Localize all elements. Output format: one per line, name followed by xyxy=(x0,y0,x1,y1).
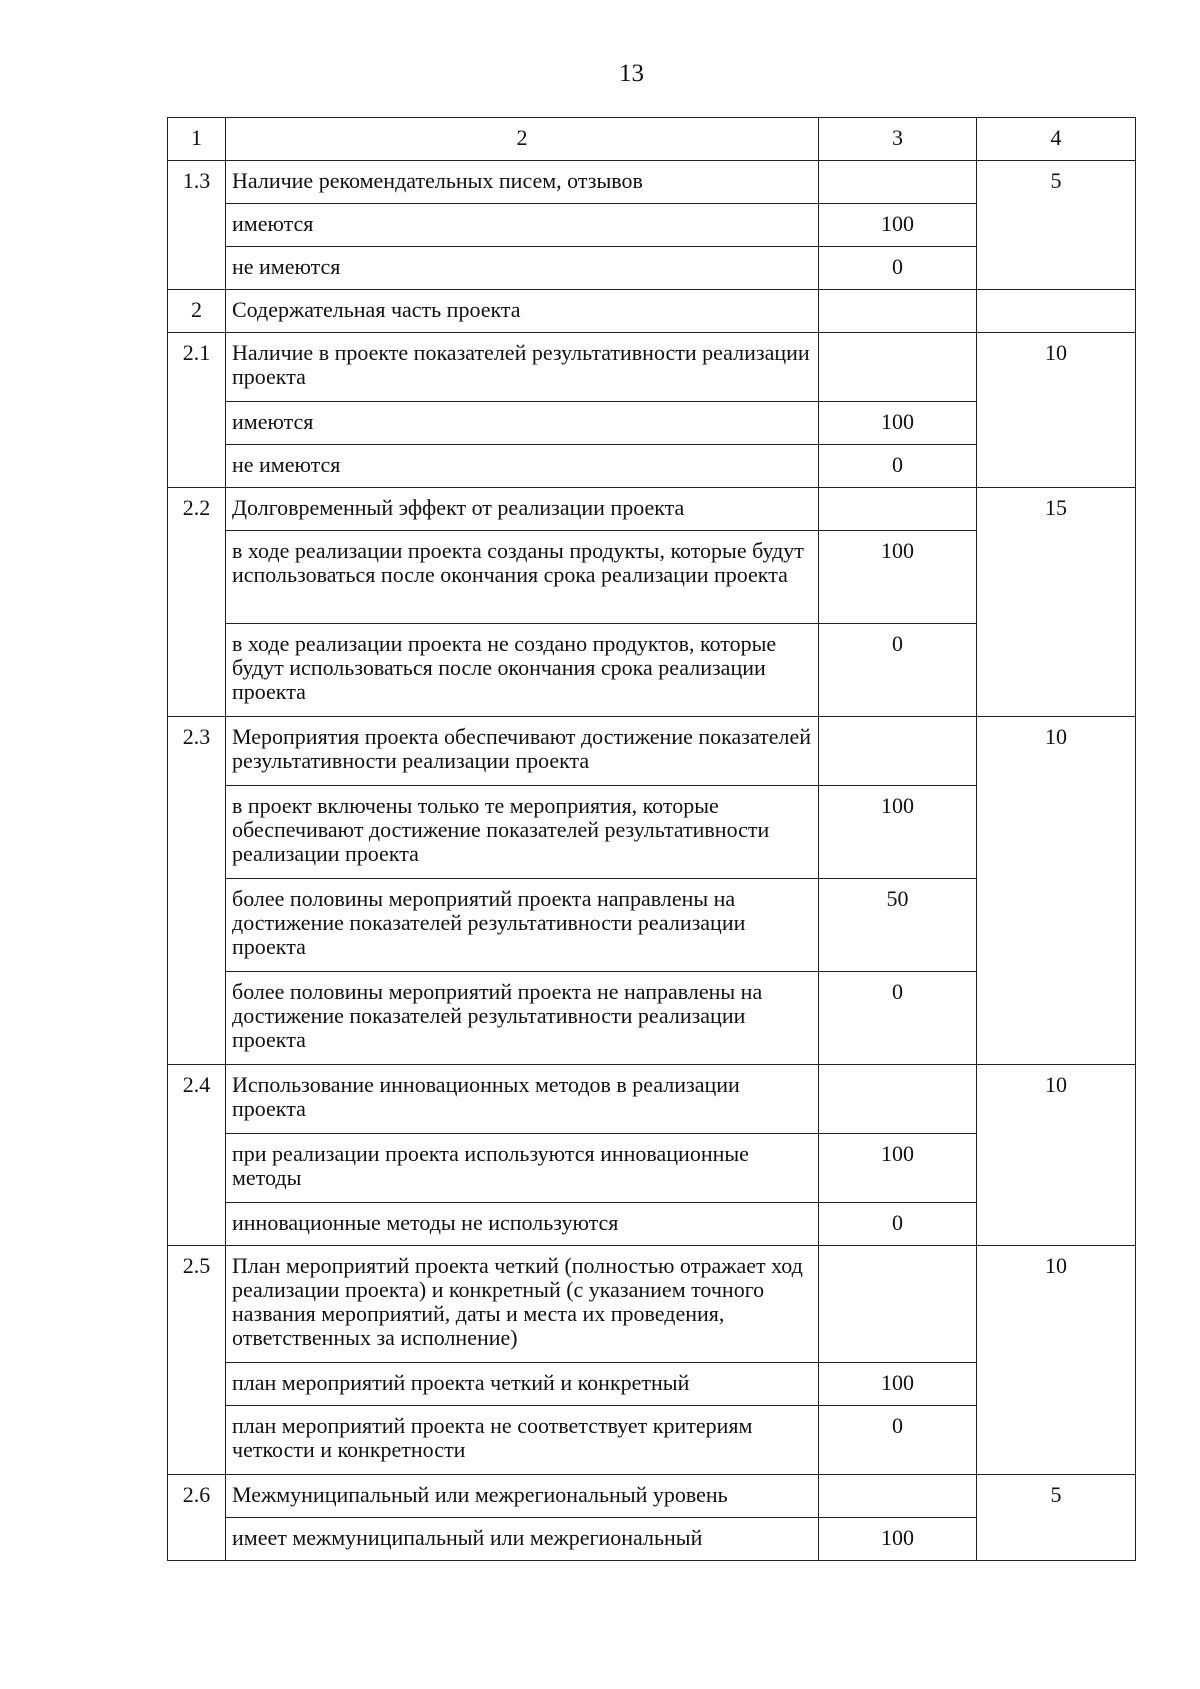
option-score: 0 xyxy=(819,1406,977,1475)
option-score: 0 xyxy=(819,247,977,290)
criterion-title: Мероприятия проекта обеспечивают достижение показателей результативности реализации проекта xyxy=(226,717,819,786)
criterion-title: Использование инновационных методов в реализации проекта xyxy=(226,1065,819,1134)
criterion-score-empty xyxy=(819,161,977,204)
option-text: имеются xyxy=(226,402,819,445)
header-cell: 3 xyxy=(819,118,977,161)
option-text: более половины мероприятий проекта направлены на достижение показателей результативности реализации проекта xyxy=(226,879,819,972)
criterion-number: 2.5 xyxy=(168,1246,226,1475)
criterion-title: Наличие в проекте показателей результативности реализации проекта xyxy=(226,333,819,402)
option-score: 100 xyxy=(819,1518,977,1561)
option-score: 50 xyxy=(819,879,977,972)
option-text: имеются xyxy=(226,204,819,247)
table-row xyxy=(168,717,1136,786)
option-score: 0 xyxy=(819,445,977,488)
criterion-weight: 10 xyxy=(977,1246,1136,1475)
criterion-score-empty xyxy=(819,1475,977,1518)
criterion-weight: 5 xyxy=(977,1475,1136,1561)
criterion-number: 2.3 xyxy=(168,717,226,1065)
option-score: 100 xyxy=(819,531,977,624)
option-text: не имеются xyxy=(226,445,819,488)
option-text: имеет межмуниципальный или межрегиональный xyxy=(226,1518,819,1561)
option-text: при реализации проекта используются инновационные методы xyxy=(226,1134,819,1203)
criterion-score-empty xyxy=(819,717,977,786)
page-number: 13 xyxy=(619,60,644,87)
table-header-row xyxy=(168,118,1136,161)
criterion-weight xyxy=(977,290,1136,333)
criterion-number: 2.1 xyxy=(168,333,226,488)
table-row xyxy=(168,290,1136,333)
option-text: инновационные методы не используются xyxy=(226,1203,819,1246)
criterion-weight: 10 xyxy=(977,333,1136,488)
header-cell: 1 xyxy=(168,118,226,161)
criterion-title: План мероприятий проекта четкий (полностью отражает ход реализации проекта) и конкретный (с указанием точного названия мероприятий, даты и места их проведения, ответственных за исполнение) xyxy=(226,1246,819,1363)
criterion-number: 2.6 xyxy=(168,1475,226,1561)
criterion-title: Межмуниципальный или межрегиональный уровень xyxy=(226,1475,819,1518)
option-score: 100 xyxy=(819,1363,977,1406)
option-text: в проект включены только те мероприятия, которые обеспечивают достижение показателей результативности реализации проекта xyxy=(226,786,819,879)
option-score: 100 xyxy=(819,204,977,247)
criterion-score-empty xyxy=(819,488,977,531)
table-row xyxy=(168,161,1136,204)
header-cell: 2 xyxy=(226,118,819,161)
option-score: 0 xyxy=(819,624,977,717)
table-row xyxy=(168,1475,1136,1518)
option-text: план мероприятий проекта четкий и конкретный xyxy=(226,1363,819,1406)
option-text: план мероприятий проекта не соответствует критериям четкости и конкретности xyxy=(226,1406,819,1475)
table-row xyxy=(168,333,1136,402)
criterion-score-empty xyxy=(819,1065,977,1134)
option-text: более половины мероприятий проекта не направлены на достижение показателей результативности реализации проекта xyxy=(226,972,819,1065)
criterion-weight: 10 xyxy=(977,1065,1136,1246)
option-text: в ходе реализации проекта не создано продуктов, которые будут использоваться после окончания срока реализации проекта xyxy=(226,624,819,717)
option-text: не имеются xyxy=(226,247,819,290)
criterion-weight: 5 xyxy=(977,161,1136,290)
criterion-title: Наличие рекомендательных писем, отзывов xyxy=(226,161,819,204)
table-row xyxy=(168,488,1136,531)
table-row xyxy=(168,1065,1136,1134)
criterion-weight: 10 xyxy=(977,717,1136,1065)
criterion-number: 1.3 xyxy=(168,161,226,290)
criteria-table xyxy=(167,117,1136,1561)
criterion-number: 2.4 xyxy=(168,1065,226,1246)
criterion-weight: 15 xyxy=(977,488,1136,717)
option-text: в ходе реализации проекта созданы продукты, которые будут использоваться после окончания срока реализации проекта xyxy=(226,531,819,624)
criterion-title: Содержательная часть проекта xyxy=(226,290,819,333)
criterion-score-empty xyxy=(819,333,977,402)
criterion-score-empty xyxy=(819,1246,977,1363)
header-cell: 4 xyxy=(977,118,1136,161)
option-score: 100 xyxy=(819,402,977,445)
option-score: 0 xyxy=(819,1203,977,1246)
criterion-number: 2.2 xyxy=(168,488,226,717)
criterion-number: 2 xyxy=(168,290,226,333)
table-row xyxy=(168,1246,1136,1363)
option-score: 100 xyxy=(819,786,977,879)
criterion-score-empty xyxy=(819,290,977,333)
criterion-title: Долговременный эффект от реализации проекта xyxy=(226,488,819,531)
option-score: 0 xyxy=(819,972,977,1065)
option-score: 100 xyxy=(819,1134,977,1203)
